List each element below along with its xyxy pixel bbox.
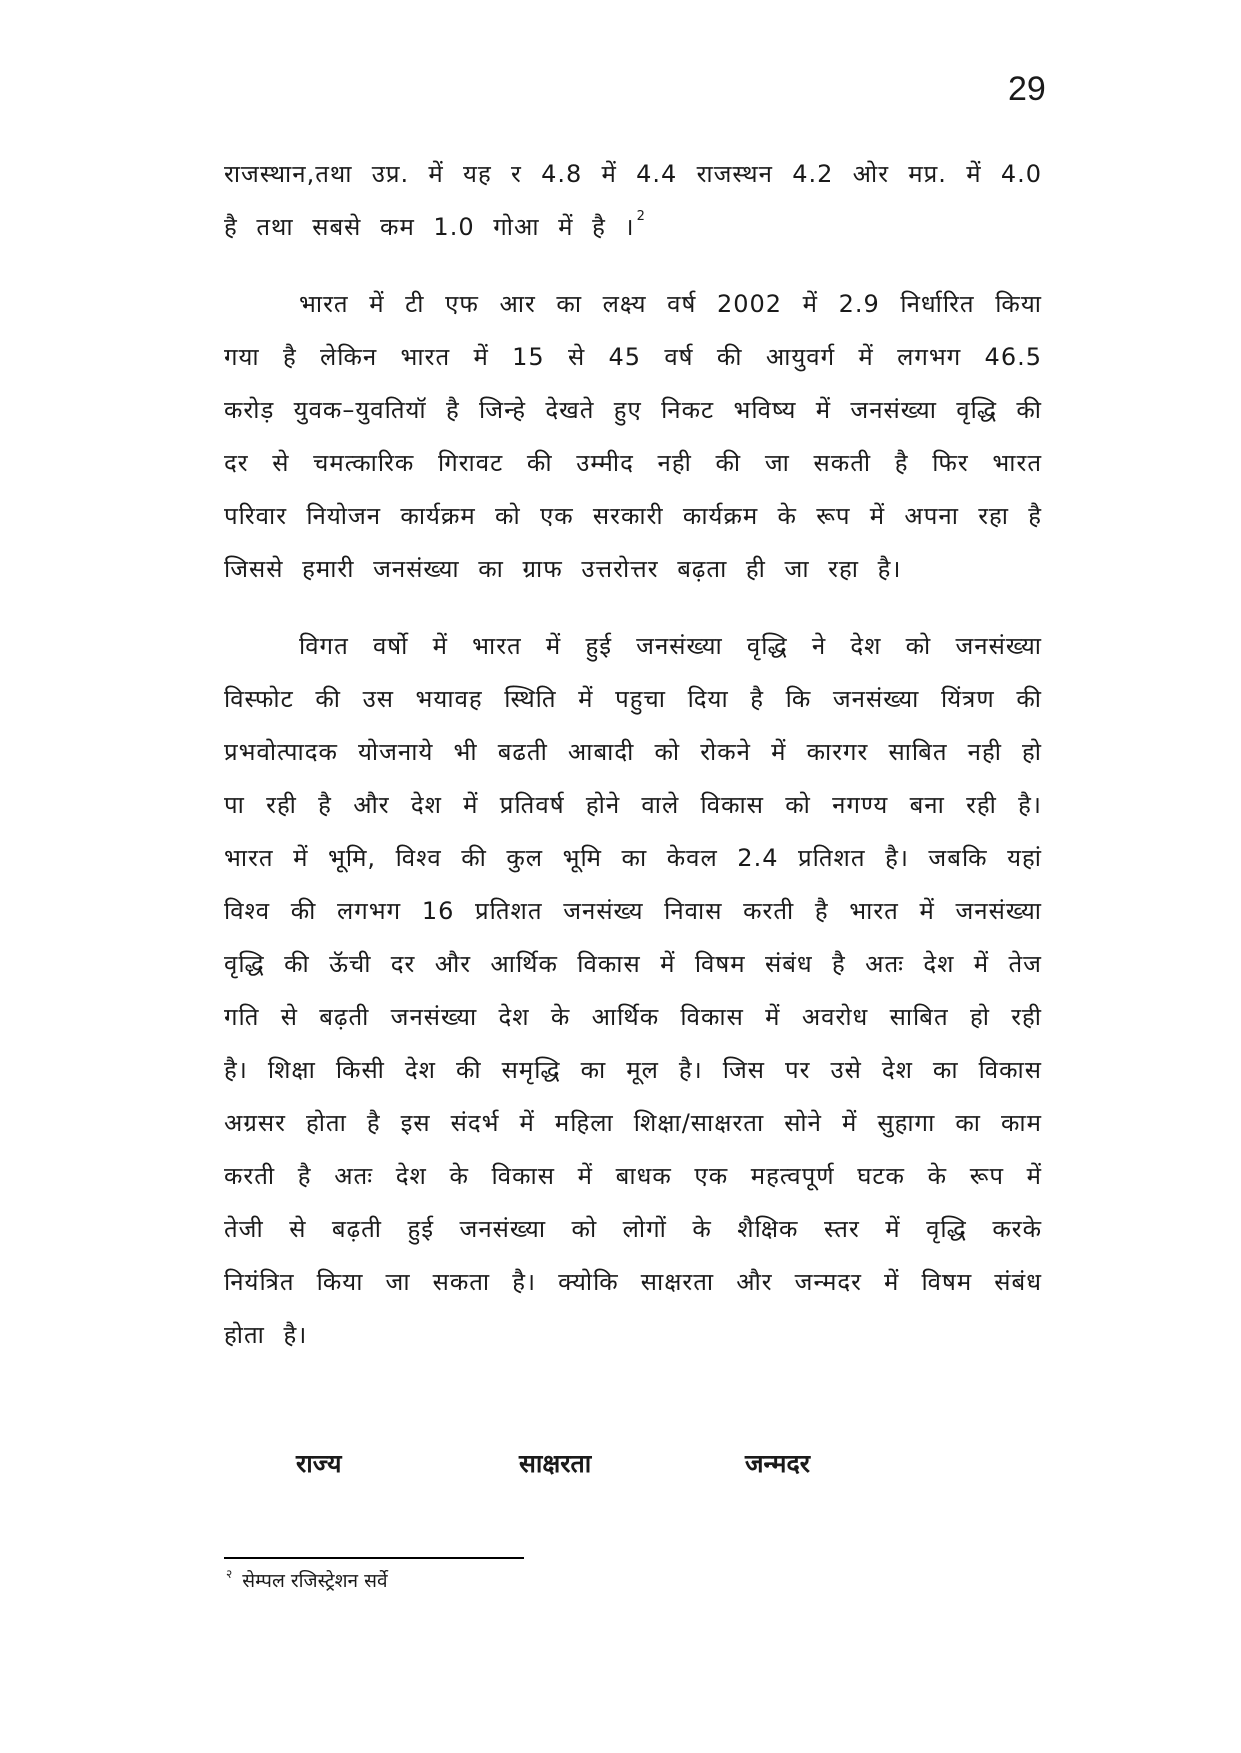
paragraph-3: विगत वर्षो में भारत में हुई जनसंख्या वृद्धि ने देश को जनसंख्या विस्फोट की उस भयावह स्थिति में पहुचा दिया है कि जनसंख्या यिंत्रण की प्रभवोत्पादक योजनाये भी बढती आबादी को रोकने में कारगर साबित नही हो पा रही है और देश में प्रतिवर्ष होने वाले विकास को नगण्य बना रही है। भारत में भूमि, विश्व की कुल भूमि का केवल 2.4 प्रतिशत है। जबकि यहां विश्व की लगभग 16 प्रतिशत जनसंख्य निवास करती है भारत में जनसंख्या वृद्धि की ऊॅची दर और आर्थिक विकास में विषम संबंध है अतः देश में तेज गति से बढ़ती जनसंख्या देश के आर्थिक विकास में अवरोध साबित हो रही है। शिक्षा किसी देश की समृद्धि का मूल है। जिस पर उसे देश का विकास अग्रसर होता है इस संदर्भ में महिला शिक्षा/साक्षरता सोने में सुहागा का काम करती है अतः देश के विकास में बाधक एक महत्वपूर्ण घटक के रूप में तेजी से बढ़ती हुई जनसंख्या को लोगों के शैक्षिक स्तर में वृद्धि करके नियंत्रित किया जा सकता है। क्योकि साक्षरता और जन्मदर में विषम संबंध होता है।	[224, 632, 1042, 1349]
paragraph-1	[224, 148, 1042, 254]
footnote-divider	[224, 1557, 524, 1559]
page-number: 29	[1008, 70, 1046, 108]
paragraph-1-text: राजस्थान,तथा उप्र. में यह र 4.8 में 4.4 राजस्थन 4.2 ओर मप्र. में 4.0 है तथा सबसे कम 1.0 गोआ में है ।	[224, 160, 1042, 241]
table-header-row	[0, 1446, 1241, 1486]
footnote-marker: २	[226, 1567, 233, 1581]
header-literacy: साक्षरता	[519, 1449, 592, 1478]
body-text	[224, 148, 1042, 1386]
paragraph-2: भारत में टी एफ आर का लक्ष्य वर्ष 2002 में 2.9 निर्धारित किया गया है लेकिन भारत में 15 से 45 वर्ष की आयुवर्ग में लगभग 46.5 करोड़ युवक–युवतियॉ है जिन्हे देखते हुए निकट भविष्य में जनसंख्या वृद्धि की दर से चमत्कारिक गिरावट की उम्मीद नही की जा सकती है फिर भारत परिवार नियोजन कार्यक्रम को एक सरकारी कार्यक्रम के रूप में अपना रहा है जिससे हमारी जनसंख्या का ग्राफ उत्तरोत्तर बढ़ता ही जा रहा है।	[224, 290, 1042, 583]
footnote-ref: 2	[636, 209, 646, 224]
footnote	[224, 1567, 388, 1593]
header-birth-rate: जन्मदर	[745, 1449, 810, 1478]
header-state: राज्य	[296, 1449, 342, 1478]
footnote-text: सेम्पल रजिस्ट्रेशन सर्वे	[242, 1570, 388, 1592]
